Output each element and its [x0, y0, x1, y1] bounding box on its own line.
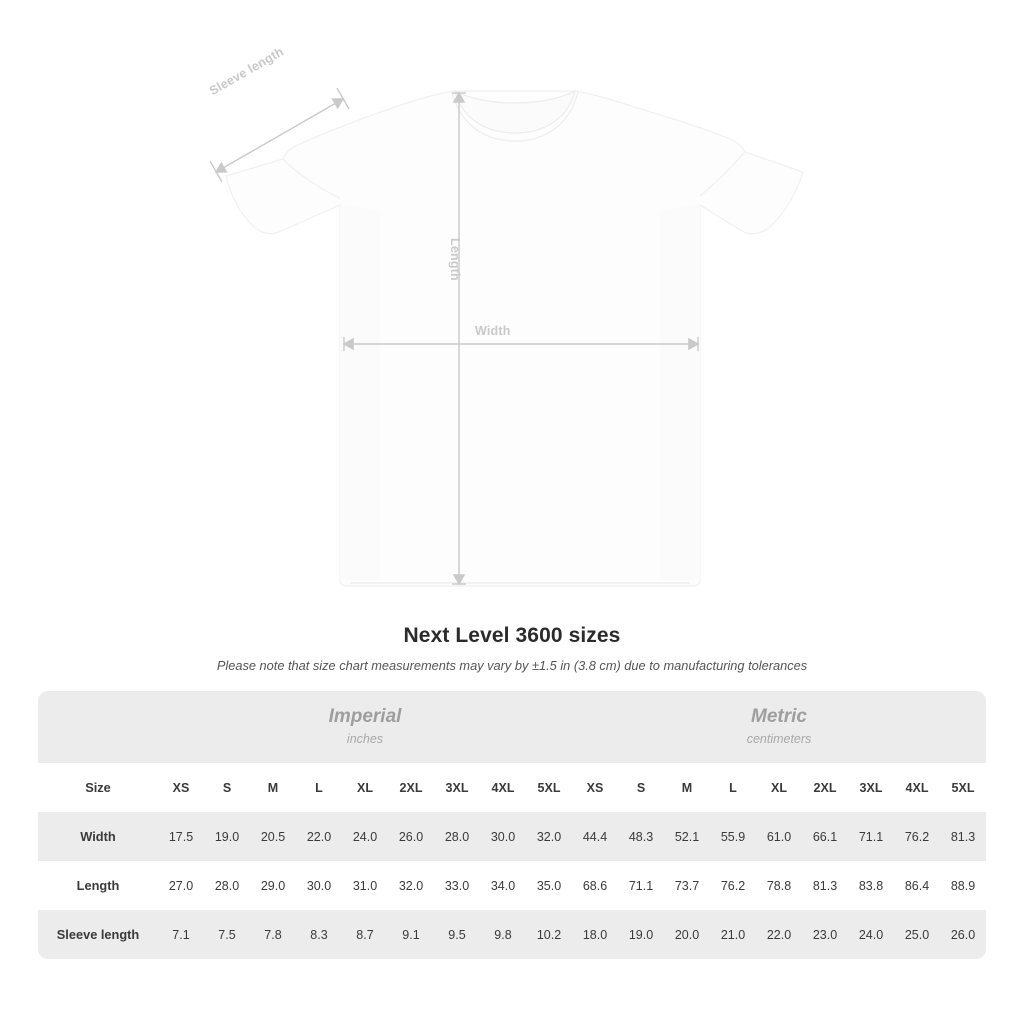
cell-length-metric-3xl: 83.8 [848, 861, 894, 910]
metric-unit: centimeters [746, 731, 812, 746]
size-header-imperial-xl: XL [342, 763, 388, 812]
unit-header-metric [572, 691, 986, 763]
table-row [38, 861, 986, 910]
cell-sleeve-imperial-3xl: 9.5 [434, 910, 480, 959]
cell-length-metric-m: 73.7 [664, 861, 710, 910]
cell-sleeve-imperial-xl: 8.7 [342, 910, 388, 959]
size-header-metric-4xl: 4XL [894, 763, 940, 812]
size-header-metric-xs: XS [572, 763, 618, 812]
unit-header-spacer [38, 691, 158, 763]
cell-width-metric-m: 52.1 [664, 812, 710, 861]
cell-length-metric-2xl: 81.3 [802, 861, 848, 910]
tolerance-note: Please note that size chart measurements may vary by ±1.5 in (3.8 cm) due to manufacturing tolerances [216, 658, 808, 673]
cell-width-imperial-s: 19.0 [204, 812, 250, 861]
cell-sleeve-metric-4xl: 25.0 [894, 910, 940, 959]
cell-length-imperial-2xl: 32.0 [388, 861, 434, 910]
cell-length-metric-xl: 78.8 [756, 861, 802, 910]
cell-width-imperial-5xl: 32.0 [526, 812, 572, 861]
cell-sleeve-metric-l: 21.0 [710, 910, 756, 959]
cell-width-metric-4xl: 76.2 [894, 812, 940, 861]
cell-width-imperial-xl: 24.0 [342, 812, 388, 861]
cell-length-imperial-l: 30.0 [296, 861, 342, 910]
cell-sleeve-imperial-5xl: 10.2 [526, 910, 572, 959]
size-header-imperial-m: M [250, 763, 296, 812]
cell-width-metric-xl: 61.0 [756, 812, 802, 861]
cell-sleeve-metric-xs: 18.0 [572, 910, 618, 959]
size-header-imperial-5xl: 5XL [526, 763, 572, 812]
cell-width-metric-s: 48.3 [618, 812, 664, 861]
cell-length-imperial-5xl: 35.0 [526, 861, 572, 910]
row-label-width: Width [38, 812, 158, 861]
cell-sleeve-imperial-4xl: 9.8 [480, 910, 526, 959]
imperial-label: Imperial [328, 706, 402, 728]
cell-length-metric-4xl: 86.4 [894, 861, 940, 910]
size-header-imperial-2xl: 2XL [388, 763, 434, 812]
cell-length-metric-5xl: 88.9 [940, 861, 986, 910]
size-header-imperial-4xl: 4XL [480, 763, 526, 812]
cell-width-metric-5xl: 81.3 [940, 812, 986, 861]
size-table-wrapper [38, 691, 986, 959]
cell-width-imperial-xs: 17.5 [158, 812, 204, 861]
cell-length-imperial-4xl: 34.0 [480, 861, 526, 910]
cell-length-imperial-m: 29.0 [250, 861, 296, 910]
table-row [38, 812, 986, 861]
cell-sleeve-metric-s: 19.0 [618, 910, 664, 959]
cell-width-metric-2xl: 66.1 [802, 812, 848, 861]
cell-sleeve-metric-3xl: 24.0 [848, 910, 894, 959]
size-header-metric-xl: XL [756, 763, 802, 812]
cell-length-imperial-s: 28.0 [204, 861, 250, 910]
cell-width-metric-xs: 44.4 [572, 812, 618, 861]
size-header-imperial-s: S [204, 763, 250, 812]
cell-width-imperial-2xl: 26.0 [388, 812, 434, 861]
unit-system-header-row [38, 691, 986, 763]
size-header-imperial-l: L [296, 763, 342, 812]
cell-sleeve-metric-m: 20.0 [664, 910, 710, 959]
size-header-metric-3xl: 3XL [848, 763, 894, 812]
size-header-row [38, 763, 986, 812]
metric-label: Metric [751, 706, 807, 728]
cell-sleeve-imperial-xs: 7.1 [158, 910, 204, 959]
size-header-imperial-xs: XS [158, 763, 204, 812]
table-row [38, 910, 986, 959]
cell-length-imperial-xs: 27.0 [158, 861, 204, 910]
unit-header-imperial [158, 691, 572, 763]
cell-length-imperial-xl: 31.0 [342, 861, 388, 910]
size-header-metric-l: L [710, 763, 756, 812]
imperial-unit: inches [346, 731, 384, 746]
title-block [0, 624, 1024, 673]
size-header-metric-5xl: 5XL [940, 763, 986, 812]
row-label-length: Length [38, 861, 158, 910]
cell-length-imperial-3xl: 33.0 [434, 861, 480, 910]
sleeve-length-dimension-label: Sleeve length [207, 44, 287, 99]
cell-sleeve-imperial-s: 7.5 [204, 910, 250, 959]
size-header-metric-m: M [664, 763, 710, 812]
cell-sleeve-imperial-m: 7.8 [250, 910, 296, 959]
cell-width-metric-l: 55.9 [710, 812, 756, 861]
cell-sleeve-imperial-2xl: 9.1 [388, 910, 434, 959]
cell-width-imperial-m: 20.5 [250, 812, 296, 861]
size-header-imperial-3xl: 3XL [434, 763, 480, 812]
size-chart-table [38, 691, 986, 959]
cell-width-imperial-4xl: 30.0 [480, 812, 526, 861]
size-column-header: Size [38, 763, 158, 812]
cell-sleeve-metric-xl: 22.0 [756, 910, 802, 959]
cell-length-metric-s: 71.1 [618, 861, 664, 910]
cell-length-metric-xs: 68.6 [572, 861, 618, 910]
size-header-metric-s: S [618, 763, 664, 812]
page-title: Next Level 3600 sizes [403, 624, 621, 647]
cell-length-metric-l: 76.2 [710, 861, 756, 910]
size-header-metric-2xl: 2XL [802, 763, 848, 812]
cell-sleeve-imperial-l: 8.3 [296, 910, 342, 959]
cell-width-imperial-l: 22.0 [296, 812, 342, 861]
row-label-sleeve-length: Sleeve length [38, 910, 158, 959]
length-dimension-label: Length [448, 238, 462, 281]
cell-width-metric-3xl: 71.1 [848, 812, 894, 861]
width-dimension-label: Width [475, 324, 511, 338]
cell-sleeve-metric-5xl: 26.0 [940, 910, 986, 959]
cell-width-imperial-3xl: 28.0 [434, 812, 480, 861]
cell-sleeve-metric-2xl: 23.0 [802, 910, 848, 959]
